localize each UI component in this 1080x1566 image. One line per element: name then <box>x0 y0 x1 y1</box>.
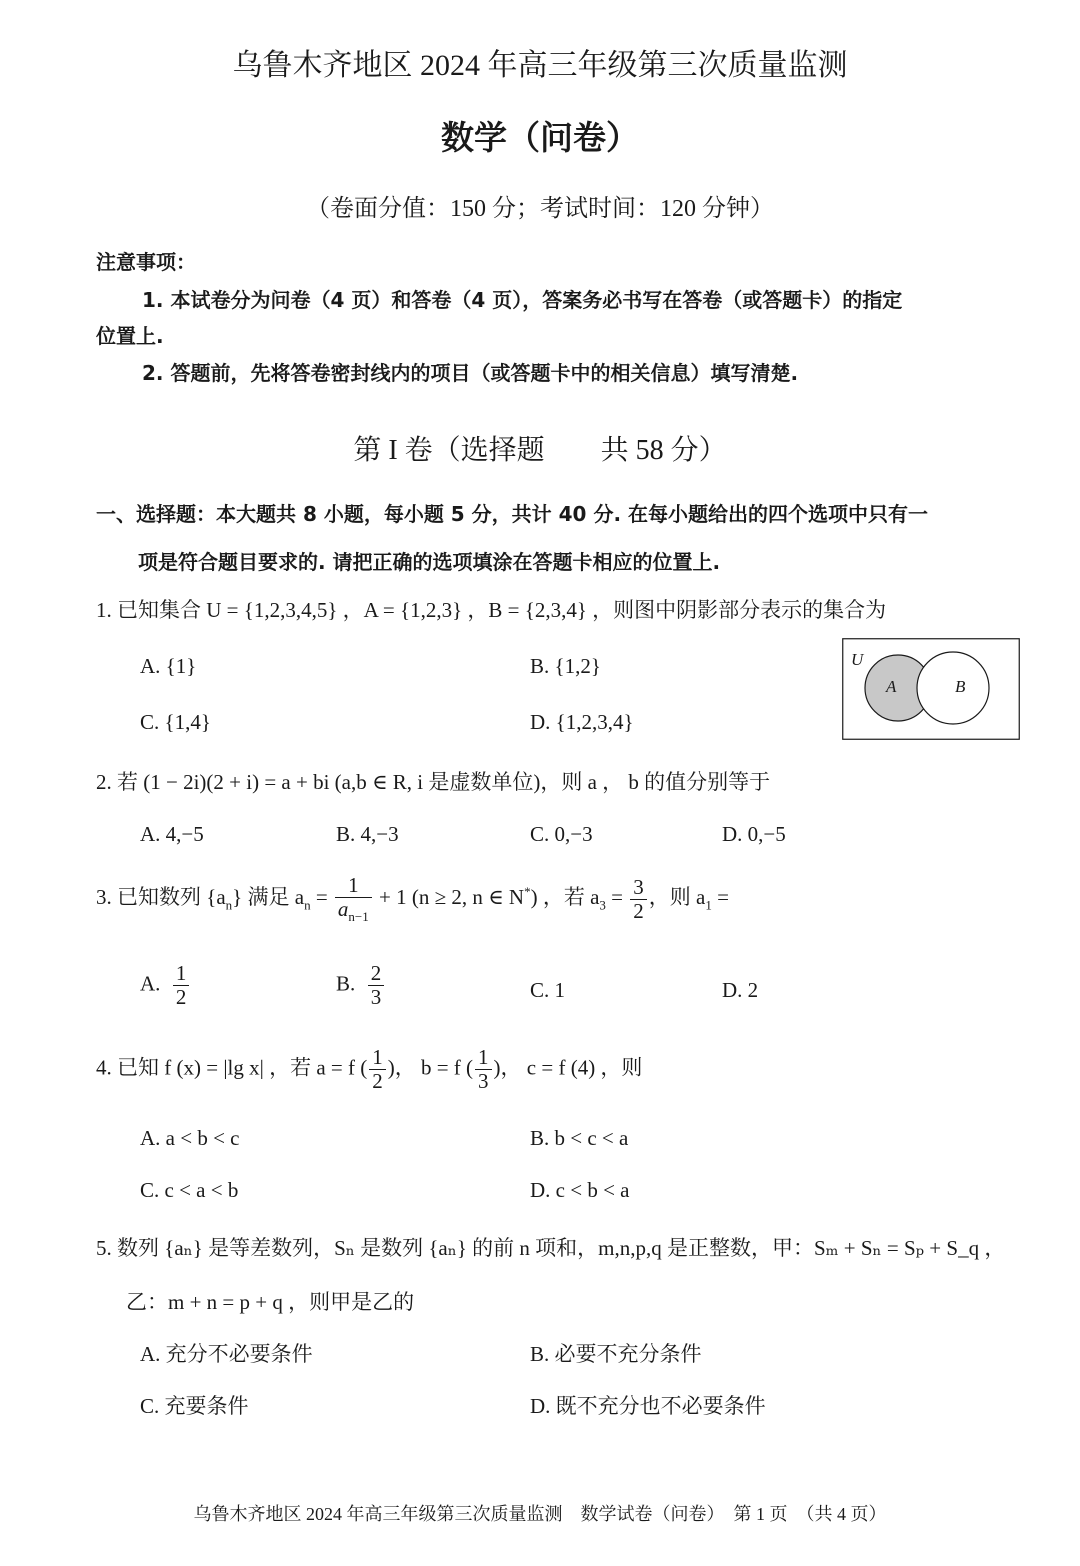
venn-b-label: B <box>955 677 966 696</box>
question-2-option-d: D. 0,−5 <box>722 822 786 846</box>
question-5-option-a: A. 充分不必要条件 <box>140 1342 313 1366</box>
question-1-option-d: D. {1,2,3,4} <box>530 710 634 734</box>
notice-heading: 注意事项： <box>96 250 196 274</box>
q3-pre: 3. 已知数列 {a <box>96 885 226 910</box>
q3-star: * <box>524 884 531 900</box>
question-4-option-b: B. b < c < a <box>530 1126 629 1150</box>
question-5-stem-line-1: 5. 数列 {aₙ} 是等差数列，Sₙ 是数列 {aₙ} 的前 n 项和，m,n,p,q 是正整数，甲：Sₘ + Sₙ = Sₚ + S_q ， <box>96 1236 1006 1260</box>
q4-fraction-third: $\frac{1}{3}$ <box>475 1046 492 1093</box>
notice-item-1-line-1: 1. 本试卷分为问卷（4 页）和答卷（4 页），答案务必书写在答卷（或答题卡）的指定 <box>142 288 903 312</box>
question-3-option-d: D. 2 <box>722 978 759 1002</box>
q4-fraction-half: $\frac{1}{2}$ <box>369 1046 386 1093</box>
question-5-stem-line-2: 乙：m + n = p + q ，则甲是乙的 <box>126 1290 415 1314</box>
venn-a-label: A <box>886 677 897 696</box>
q3-given-fraction: $\frac{3}{2}$ <box>630 876 647 923</box>
question-1-option-c: C. {1,4} <box>140 710 211 734</box>
q3-tail2: = <box>711 885 729 910</box>
question-4-option-c: C. c < a < b <box>140 1178 239 1202</box>
question-5-option-b: B. 必要不充分条件 <box>530 1342 702 1366</box>
question-5-option-c: C. 充要条件 <box>140 1394 249 1418</box>
exam-title: 乌鲁木齐地区 2024 年高三年级第三次质量监测 <box>232 49 848 82</box>
q3-eq2: = <box>605 885 629 910</box>
page-footer: 乌鲁木齐地区 2024 年高三年级第三次质量监测 数学试卷（问卷） 第 1 页 （共 4 页） <box>193 1504 887 1524</box>
q3-sub-n2: n <box>304 897 311 913</box>
section-instructions-line-2: 项是符合题目要求的. 请把正确的选项填涂在答题卡相应的位置上. <box>138 550 721 574</box>
q3-sub-n: n <box>225 897 233 913</box>
question-2-option-c: C. 0,−3 <box>530 822 593 846</box>
question-2-stem: 2. 若 (1 − 2i)(2 + i) = a + bi (a,b ∈ R, i 是虚数单位)，则 a ， b 的值分别等于 <box>96 770 771 794</box>
q3-eq: = <box>310 885 333 910</box>
q3-recursion-fraction <box>335 874 372 925</box>
question-3-option-c: C. 1 <box>530 978 566 1002</box>
part-title: 第 I 卷（选择题 共 58 分） <box>353 435 727 466</box>
exam-subtitle: 数学（问卷） <box>441 118 639 157</box>
question-2-option-b: B. 4,−3 <box>336 822 399 846</box>
q3-tail: ，则 a <box>648 885 706 910</box>
question-1-option-b: B. {1,2} <box>530 654 601 678</box>
question-3-option-b: B. $\frac{2}{3}$ <box>336 962 386 1009</box>
q3-sub-3: 3 <box>599 897 606 913</box>
venn-diagram <box>842 638 1020 740</box>
q3-sub-1: 1 <box>705 897 712 913</box>
question-5-option-d: D. 既不充分也不必要条件 <box>530 1394 766 1418</box>
notice-item-2: 2. 答题前，先将答卷密封线内的项目（或答题卡中的相关信息）填写清楚. <box>142 361 799 385</box>
q3-frac-num: 1 <box>335 874 372 898</box>
venn-set-b-circle <box>917 652 989 724</box>
section-instructions-line-1: 一、选择题：本大题共 8 小题，每小题 5 分，共计 40 分. 在每小题给出的四个选项中只有一 <box>96 502 929 526</box>
question-3-stem <box>96 874 729 925</box>
question-2-option-a: A. 4,−5 <box>140 822 204 846</box>
venn-u-label: U <box>851 650 864 669</box>
q3-close: ) ，若 a <box>530 885 600 910</box>
q3-after-frac: + 1 (n ≥ 2, n ∈ N <box>373 885 525 910</box>
notice-item-1-line-2: 位置上. <box>96 324 164 348</box>
exam-info: （卷面分值：150 分；考试时间：120 分钟） <box>306 196 774 222</box>
question-1-option-a: A. {1} <box>140 654 197 678</box>
question-1-stem: 1. 已知集合 U = {1,2,3,4,5} ，A = {1,2,3} ，B = {2,3,4} ，则图中阴影部分表示的集合为 <box>96 598 887 622</box>
question-4-stem: 4. 已知 f (x) = |lg x| ，若 a = f ( $\frac{1}{2}$ )， b = f ( $\frac{1}{3}$ )， c = f (4) ，则 <box>96 1045 643 1094</box>
q3-mid: } 满足 a <box>232 885 305 910</box>
question-4-option-a: A. a < b < c <box>140 1126 240 1150</box>
q3-frac-den: $a_{n-1}$ <box>337 897 369 925</box>
question-4-option-d: D. c < b < a <box>530 1178 630 1202</box>
question-3-option-a: A. $\frac{1}{2}$ <box>140 962 191 1009</box>
